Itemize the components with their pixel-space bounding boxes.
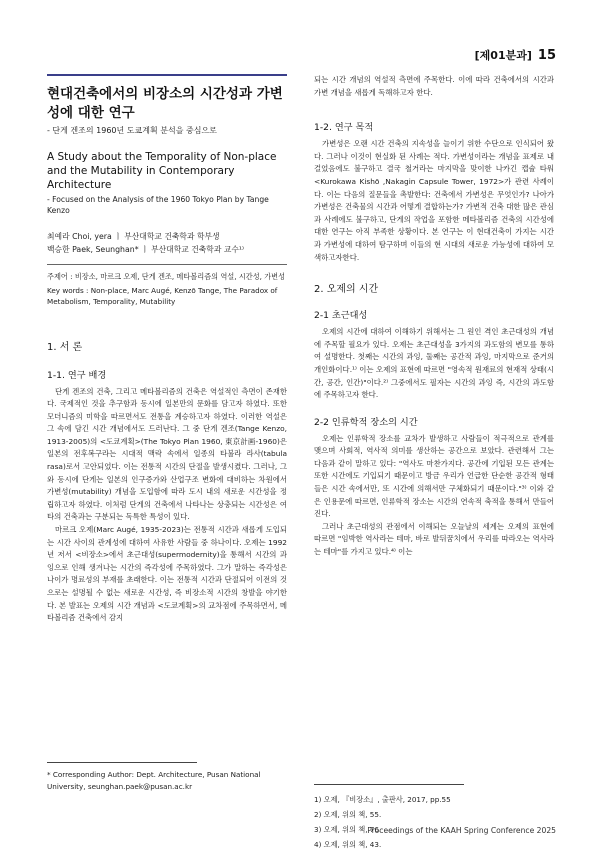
subsection-heading-anthropological-place: 2-2 인류학적 장소의 시간 — [314, 416, 418, 428]
body-paragraph: 단게 겐조의 건축, 그리고 메타볼리즘의 건축은 역설적인 측면이 존재한다. 국제적인 것을 추구함과 동시에 일본만의 문화를 담고자 하였다. 또한 모더니즘의 미학을 따르면서도 전통을 계승하고자 하였다. 이러한 역설은 그 속에 담긴 시간 개념에서도 드러난다. 그 중 단게 겐조(Tange Kenzo, 1913-2005)의 <도쿄계획>(The Tokyo Plan 1960, 東京計画-1960)은 일본의 전후복구라는 시대적 맥락 속에서 일종의 타불라 라사(tabula rasa)로서 고안되었다. 이는 전통적 시간의 단절을 발생시켰다. 그러나, 그와 동시에 단게는 일본의 인구증가와 산업구조 변화에 대비하는 차원에서 가변성(mutability) 개념을 도입함에 따라 도시 내의 새로운 시간성을 정립하고자 하였다. 이처럼 단게의 건축에서 나타나는 상충되는 시간성은 여타의 건축과는 구분되는 독특한 특성이 있다. — [47, 386, 287, 522]
subtitle-korean: - 단게 겐조의 1960년 도쿄계획 분석을 중심으로 — [47, 126, 217, 135]
subtitle-english: - Focused on the Analysis of the 1960 Tokyo Plan by Tange Kenzo — [47, 195, 269, 215]
footnotes — [314, 784, 554, 852]
right-column — [314, 74, 554, 559]
footnote-item: 3) 오제, 위의 책, 76. — [314, 825, 382, 834]
body-paragraph: 마르크 오제(Marc Augé, 1935-2023)는 전통적 시간과 새롭게 도입되는 시간 사이의 관계성에 대하여 사유한 사람들 중 하나이다. 오제는 1992년 저서 <비장소>에서 초근대성(supermodernity)을 통해서 시간의 과잉으로 인해 생겨나는 시간의 즉각성에 주목하였다. 그가 말하는 즉각성은 나이가 명료성의 부재를 초래한다. 이는 전통적 시간과 단절되어 이전의 것으로는 설명될 수 없는 새로운 시간성, 즉 비장소적 시간의 창발을 야기한다. 본 발표는 오제의 시간 개념과 <도쿄계획>의 교차점에 주목하면서, 메타볼리즘 건축에서 감지 — [47, 525, 287, 623]
footnote-item: 4) 오제, 위의 책, 43. — [314, 840, 382, 849]
subsection-heading-background: 1-1. 연구 배경 — [47, 369, 107, 381]
keywords-korean: 주제어 : 비장소, 마르크 오제, 단게 겐조, 메타볼리즘의 역설, 시간성, 가변성 — [47, 272, 286, 281]
section-heading-auge-time: 2. 오제의 시간 — [314, 284, 379, 296]
body-paragraph: 오제의 시간에 대하여 이해하기 위해서는 그 원인 격인 초근대성의 개념에 주목할 필요가 있다. 오제는 초근대성을 3가지의 과도함의 변모를 통하여 설명한다. 첫째는 시간의 과잉, 둘째는 공간적 과잉, 마지막으로 준거의 개인화이다.¹⁾ 이는 오제의 표현에 따르면 "영속적 원재료의 현재적 상태(시간, 공간, 인간)"이다.²⁾ 그중에서도 필자는 시간의 과잉 즉, 시간의 과도함에 주목하고자 한다. — [314, 327, 554, 400]
author-1: 최예라 Choi, yera ㅣ 부산대학교 건축학과 학부생 — [47, 232, 220, 241]
corresponding-author-note — [47, 762, 287, 792]
title-rule — [47, 74, 287, 76]
subsection-heading-supermodernity: 2-1 초근대성 — [314, 310, 368, 322]
footnote-rule — [314, 784, 464, 785]
section-heading-introduction: 1. 서 론 — [47, 341, 83, 353]
title-korean: 현대건축에서의 비장소의 시간성과 가변성에 대한 연구 — [47, 86, 283, 121]
keywords-block — [47, 271, 287, 308]
body-paragraph: 가변성은 오랜 시간 건축의 지속성을 늘이기 위한 수단으로 인식되어 왔다. 그러나 이것이 현실화 된 사례는 적다. 가변성이라는 개념을 표제로 내걸었음에도 불구하고 결국 철거라는 마지막을 맞이한 나카긴 캡슐 타워<Kurokawa Kishō ,Nakagin Capsule Tower, 1972>가 관련 사례이다. 이는 다음의 질문들을 촉발한다: 건축에서 가변성은 무엇인가? 나아가 가변성은 건축물의 시간과 어떻게 결합하는가? 가변적 건축 대한 많은 관심과 사례에도 불구하고, 단게의 작업을 포함한 메타볼리즘 건축의 시간성에 대한 연구는 아직 부족한 상황이다. 본 연구는 이 현대건축이 가지는 시간과 가변성에 대하여 탐구하며 이들의 현 시대의 새로운 가능성에 대하여 모색하고자한다. — [314, 139, 554, 262]
section-label: [제01분과] — [474, 49, 532, 62]
page-header — [475, 47, 556, 63]
page-footer: Proceedings of the KAAH Spring Conference 2025 — [367, 826, 556, 835]
corresponding-author-text: * Corresponding Author: Dept. Architecture, Pusan National University, seunghan.paek@pusan.ac.kr — [47, 770, 261, 791]
left-column — [47, 74, 287, 625]
footnote-rule — [47, 762, 197, 763]
keywords-rule — [47, 264, 287, 265]
footnote-item: 1) 오제, 『비장소』, 출판사, 2017, pp.55 — [314, 795, 451, 804]
author-2: 백승한 Paek, Seunghan* ㅣ 부산대학교 건축학과 교수¹⁾ — [47, 245, 244, 254]
body-paragraph: 그러나 초근대성의 관점에서 이해되는 오늘날의 세계는 오제의 표현에 따르면 "임박한 역사라는 테마, 바로 발뒤꿈치에서 우리를 따라오는 역사라는 테마"를 가지고 있다.⁴⁾ 이는 — [314, 521, 554, 557]
keywords-english: Key words : Non-place, Marc Augé, Kenzō Tange, The Paradox of Metabolism, Temporality, Mutability — [47, 285, 278, 306]
author-list — [47, 230, 287, 256]
subsection-heading-purpose: 1-2. 연구 목적 — [314, 122, 374, 134]
body-paragraph: 되는 시간 개념의 역설적 측면에 주목한다. 이에 따라 건축에서의 시간과 가변 개념을 새롭게 독해하고자 한다. — [314, 75, 554, 97]
title-english: A Study about the Temporality of Non-place and the Mutability in Contemporary Architecture — [47, 151, 277, 191]
body-paragraph: 오제는 인류학적 장소를 교차가 발생하고 사람들이 적극적으로 관계를 맺으며 사회적, 역사적 의미를 생산하는 공간으로 보았다. 관련해서 그는 다음과 같이 말하고 있다: "역사도 마찬가지다. 공간에 기입된 모든 관계는 또한 시간에도 기입되기 때문이고 방금 우리가 언급한 단순한 공간적 형태들은 시간 속에서만, 또 시간에 의해서만 구체화되기 때문이다."³⁾ 이와 같은 인용문에 따르면, 인류학적 장소는 시간의 연속적 축적을 통해서 만들어진다. — [314, 433, 554, 519]
footnote-item: 2) 오제, 위의 책, 55. — [314, 810, 382, 819]
page-number: 15 — [537, 48, 556, 63]
